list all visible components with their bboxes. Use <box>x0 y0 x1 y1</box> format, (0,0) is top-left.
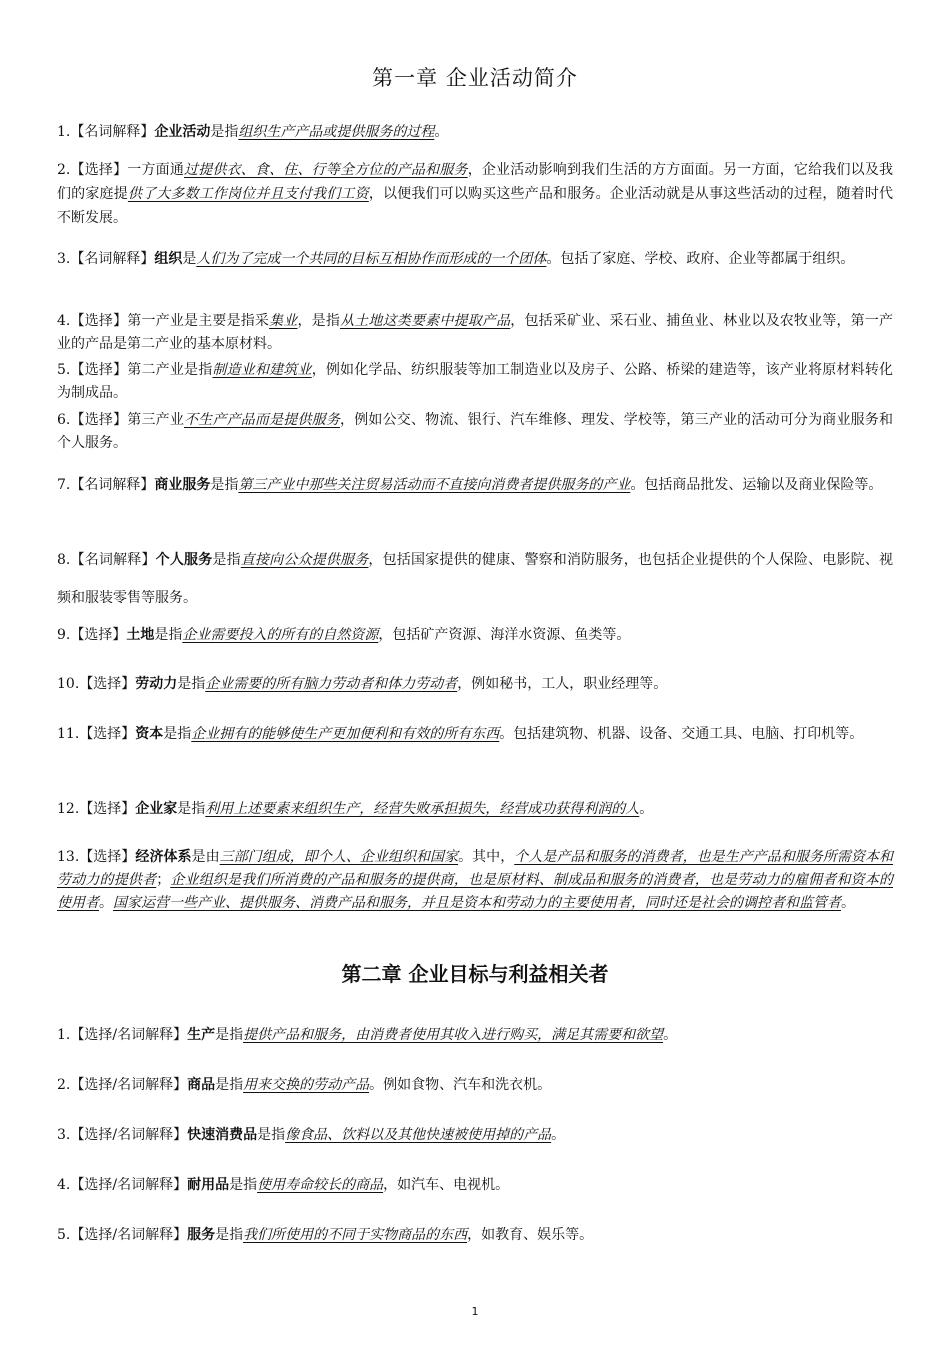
underlined-text: 像食品、饮料以及其他快速被使用掉的产品 <box>285 1127 552 1143</box>
item-text: 是指 <box>212 552 241 568</box>
item-text: 。其中， <box>458 849 515 865</box>
keyword: 商业服务 <box>154 477 211 493</box>
keyword: 商品 <box>187 1077 216 1093</box>
underlined-text: 从土地这类要素中提取产品 <box>340 313 511 329</box>
item-number: 12. <box>57 801 80 817</box>
item-text: ； <box>156 872 171 888</box>
keyword: 快速消费品 <box>187 1127 258 1143</box>
item-text: 。包括了家庭、学校、政府、企业等都属于组织。 <box>546 251 855 267</box>
underlined-text: 不生产产品而是提供服务 <box>184 412 341 428</box>
item-text: 是指 <box>177 801 206 817</box>
item-tag: 【选择】 <box>70 162 128 178</box>
underlined-text: 过提供衣、食、住、行等全方位的产品和服务 <box>184 162 468 178</box>
item-text: ，如汽车、电视机。 <box>383 1177 510 1193</box>
list-item <box>57 541 893 617</box>
underlined-text: 企业需要的所有脑力劳动者和体力劳动者 <box>205 676 458 692</box>
item-tag: 【选择/名词解释】 <box>70 1227 188 1243</box>
item-text: 第二产业是指 <box>127 362 213 378</box>
list-item <box>57 846 893 915</box>
underlined-text: 我们所使用的不同于实物商品的东西 <box>243 1227 468 1243</box>
item-tag: 【选择/名词解释】 <box>70 1027 188 1043</box>
item-number: 1. <box>57 124 71 140</box>
item-text: 是指 <box>177 676 206 692</box>
item-text: ，如教育、娱乐等。 <box>467 1227 594 1243</box>
item-text: 第三产业 <box>127 412 185 428</box>
item-number: 2. <box>57 162 71 178</box>
underlined-text: 组织生产产品或提供服务的过程 <box>238 124 435 140</box>
item-text: 是指 <box>215 1227 244 1243</box>
item-tag: 【选择】 <box>79 676 136 692</box>
chapter-2-title: 第二章 企业目标与利益相关者 <box>341 962 609 986</box>
keyword: 企业活动 <box>154 124 211 140</box>
item-number: 5. <box>57 362 71 378</box>
underlined-text: 企业拥有的能够使生产更加便利和有效的所有东西 <box>191 726 500 742</box>
item-tag: 【选择/名词解释】 <box>70 1077 188 1093</box>
list-item <box>57 409 893 455</box>
keyword: 企业家 <box>135 801 178 817</box>
item-text: 。 <box>551 1127 566 1143</box>
list-item <box>57 1116 893 1154</box>
item-number: 4. <box>57 313 71 329</box>
keyword: 组织 <box>154 251 183 267</box>
keyword: 劳动力 <box>135 676 178 692</box>
list-item <box>57 466 893 504</box>
item-text: ，例如公交、物流、银行、汽车维修、理发、学校等，第三产业的活动可分为商业服务和个人服务。 <box>57 412 894 451</box>
keyword: 生产 <box>187 1027 216 1043</box>
item-tag: 【选择/名词解释】 <box>70 1127 188 1143</box>
underlined-text: 使用寿命较长的商品 <box>257 1177 384 1193</box>
underlined-text: 用来交换的劳动产品 <box>243 1077 370 1093</box>
item-tag: 【名词解释】 <box>70 552 156 568</box>
keyword: 资本 <box>135 726 164 742</box>
item-number: 11. <box>57 726 80 742</box>
item-text: ，包括国家提供的健康、警察和消防服务，也包括企业提供的个人保险、电影院、视频和服装零售等服务。 <box>57 552 894 606</box>
item-number: 7. <box>57 477 71 493</box>
underlined-text: 提供产品和服务，由消费者使用其收入进行购买，满足其需要和欲望 <box>243 1027 664 1043</box>
item-number: 1. <box>57 1027 71 1043</box>
item-number: 5. <box>57 1227 71 1243</box>
item-text: 。包括商品批发、运输以及商业保险等。 <box>630 477 883 493</box>
underlined-text: 直接向公众提供服务 <box>240 552 369 568</box>
list-item <box>57 359 893 405</box>
item-text: 是指 <box>154 627 183 643</box>
item-text: ，例如秘书，工人，职业经理等。 <box>457 676 668 692</box>
underlined-text: 企业需要投入的所有的自然资源 <box>182 627 379 643</box>
item-text: 是指 <box>163 726 192 742</box>
underlined-text: 第三产业中那些关注贸易活动而不直接向消费者提供服务的产业 <box>238 477 631 493</box>
item-number: 8. <box>57 552 71 568</box>
underlined-text: 三部门组成，即个人、企业组织和国家 <box>219 849 459 865</box>
item-text: 是指 <box>210 477 239 493</box>
item-text: 是 <box>182 251 197 267</box>
item-text: ，是指 <box>297 313 341 329</box>
item-text: 一方面通 <box>127 162 185 178</box>
item-text: 。 <box>663 1027 678 1043</box>
item-tag: 【选择】 <box>79 726 136 742</box>
item-tag: 【选择】 <box>70 412 128 428</box>
item-tag: 【选择/名词解释】 <box>70 1177 188 1193</box>
item-number: 6. <box>57 412 71 428</box>
item-text: ，包括采矿业、采石业、捕鱼业、林业以及农牧业等，第一产业的产品是第二产业的基本原材料。 <box>57 313 894 352</box>
list-item <box>57 1166 893 1204</box>
list-item <box>57 240 893 278</box>
list-item <box>57 120 893 144</box>
item-tag: 【选择】 <box>79 801 136 817</box>
item-text: 。 <box>639 801 654 817</box>
chapter-1-title: 第一章 企业活动简介 <box>372 66 578 90</box>
item-text: ，以便我们可以购买这些产品和服务。企业活动就是从事这些活动的过程，随着时代不断发展。 <box>57 186 894 226</box>
list-item <box>57 715 893 753</box>
item-text: 。 <box>841 895 855 911</box>
item-text: ，企业活动影响到我们生活的方方面面。另一方面，它给我们以及我们的家庭提 <box>57 162 894 202</box>
list-item <box>57 616 893 654</box>
item-number: 4. <box>57 1177 71 1193</box>
list-item <box>57 1216 893 1254</box>
keyword: 个人服务 <box>155 552 213 568</box>
underlined-text: 个人是产品和服务的消费者，也是生产产品和服务所需资本和劳动力的提供者 <box>57 849 894 888</box>
list-item <box>57 158 893 230</box>
item-tag: 【选择】 <box>70 627 127 643</box>
item-text: 是指 <box>210 124 239 140</box>
underlined-text: 国家运营一些产业、提供服务、消费产品和服务，并且是资本和劳动力的主要使用者，同时还是社会的调控者和监管者 <box>113 895 841 911</box>
underlined-text: 人们为了完成一个共同的目标互相协作而形成的一个团体 <box>196 251 547 267</box>
item-text: 是指 <box>215 1027 244 1043</box>
item-tag: 【名词解释】 <box>70 251 155 267</box>
item-number: 3. <box>57 251 71 267</box>
list-item <box>57 1066 893 1104</box>
item-tag: 【选择】 <box>79 849 136 865</box>
keyword: 土地 <box>126 627 155 643</box>
item-number: 13. <box>57 849 80 865</box>
underlined-text: 制造业和建筑业 <box>212 362 312 378</box>
list-item <box>57 790 893 828</box>
item-text: 是指 <box>229 1177 258 1193</box>
list-item <box>57 310 893 356</box>
item-tag: 【选择】 <box>70 313 128 329</box>
item-text: ，例如化学品、纺织服装等加工制造业以及房子、公路、桥梁的建造等，该产业将原材料转化为制成品。 <box>57 362 894 401</box>
keyword: 经济体系 <box>135 849 192 865</box>
underlined-text: 利用上述要素来组织生产，经营失败承担损失，经营成功获得利润的人 <box>205 801 640 817</box>
item-text: 。包括建筑物、机器、设备、交通工具、电脑、打印机等。 <box>499 726 864 742</box>
item-number: 10. <box>57 676 80 692</box>
underlined-text: 企业组织是我们所消费的产品和服务的提供商，也是原材料、制成品和服务的消费者，也是劳动力的雇佣者和资本的使用者 <box>57 872 894 911</box>
item-text: 。例如食物、汽车和洗衣机。 <box>369 1077 552 1093</box>
list-item <box>57 665 893 703</box>
item-tag: 【名词解释】 <box>70 124 155 140</box>
item-tag: 【名词解释】 <box>70 477 155 493</box>
item-text: 。 <box>434 124 449 140</box>
item-text: 。 <box>99 895 113 911</box>
page-number: 1 <box>471 1305 479 1318</box>
list-item <box>57 1016 893 1054</box>
item-text: ，包括矿产资源、海洋水资源、鱼类等。 <box>378 627 631 643</box>
item-text: 是指 <box>257 1127 286 1143</box>
item-text: 第一产业是主要是指采 <box>127 313 270 329</box>
item-number: 3. <box>57 1127 71 1143</box>
underlined-text: 供了大多数工作岗位并且支付我们工资 <box>127 186 369 202</box>
item-text: 是由 <box>191 849 220 865</box>
underlined-text: 集业 <box>269 313 298 329</box>
item-tag: 【选择】 <box>70 362 128 378</box>
item-number: 9. <box>57 627 71 643</box>
keyword: 耐用品 <box>187 1177 230 1193</box>
item-number: 2. <box>57 1077 71 1093</box>
item-text: 是指 <box>215 1077 244 1093</box>
keyword: 服务 <box>187 1227 216 1243</box>
